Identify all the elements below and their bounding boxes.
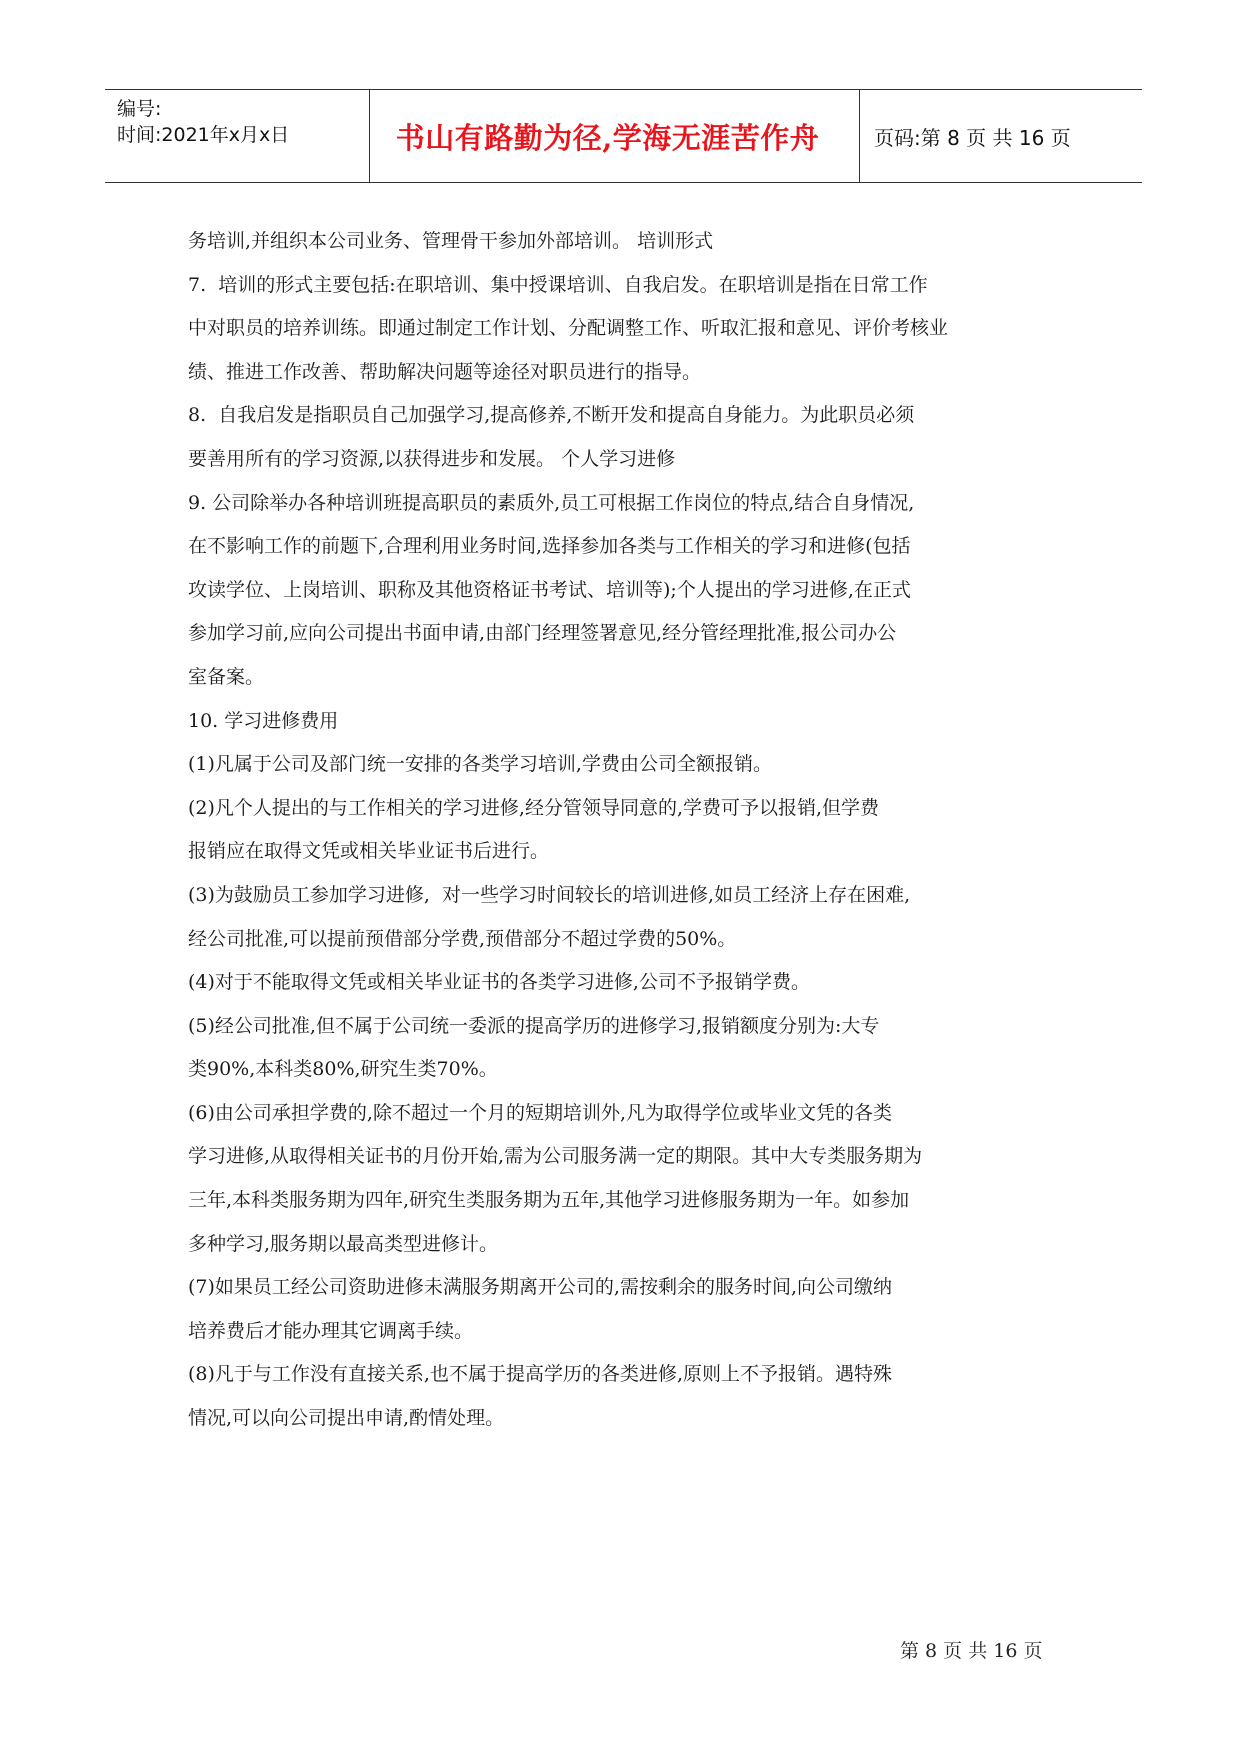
body-line: 报销应在取得文凭或相关毕业证书后进行。 <box>188 840 550 863</box>
body-line: (6)由公司承担学费的,除不超过一个月的短期培训外,凡为取得学位或毕业文凭的各类 <box>188 1101 892 1124</box>
body-line: (3)为鼓励员工参加学习进修, 对一些学习时间较长的培训进修,如员工经济上存在困难, <box>188 883 911 906</box>
page-header <box>105 89 1142 183</box>
body-line: 中对职员的培养训练。即通过制定工作计划、分配调整工作、听取汇报和意见、评价考核业 <box>188 317 949 340</box>
body-line: 培养费后才能办理其它调离手续。 <box>188 1319 474 1342</box>
document-number-label: 编号: <box>117 98 162 120</box>
body-line: 三年,本科类服务期为四年,研究生类服务期为五年,其他学习进修服务期为一年。如参加 <box>188 1189 910 1212</box>
body-line: 8. 自我启发是指职员自己加强学习,提高修养,不断开发和提高自身能力。为此职员必须 <box>188 404 915 427</box>
body-line: 务培训,并组织本公司业务、管理骨干参加外部培训。 培训形式 <box>188 230 714 252</box>
body-line: 在不影响工作的前题下,合理利用业务时间,选择参加各类与工作相关的学习和进修(包括 <box>188 535 911 558</box>
body-line: 学习进修,从取得相关证书的月份开始,需为公司服务满一定的期限。其中大专类服务期为 <box>188 1145 923 1168</box>
body-line: 参加学习前,应向公司提出书面申请,由部门经理签署意见,经分管经理批准,报公司办公 <box>188 622 897 645</box>
body-line: (2)凡个人提出的与工作相关的学习进修,经分管领导同意的,学费可予以报销,但学费 <box>188 796 880 819</box>
header-page-code-cell <box>860 90 1142 182</box>
body-line: (7)如果员工经公司资助进修未满服务期离开公司的,需按剩余的服务时间,向公司缴纳 <box>188 1276 892 1299</box>
body-line: 多种学习,服务期以最高类型进修计。 <box>188 1232 499 1255</box>
body-line: 7. 培训的形式主要包括:在职培训、集中授课培训、自我启发。在职培训是指在日常工作 <box>188 273 928 296</box>
footer-page-number: 第 8 页 共 16 页 <box>900 1640 1043 1662</box>
header-motto: 书山有路勤为径,学海无涯苦作舟 <box>395 120 820 155</box>
body-line: 情况,可以向公司提出申请,酌情处理。 <box>188 1407 505 1430</box>
body-line: (8)凡于与工作没有直接关系,也不属于提高学历的各类进修,原则上不予报销。遇特殊 <box>188 1363 892 1386</box>
body-line: 类90%,本科类80%,研究生类70%。 <box>188 1058 498 1081</box>
body-line: (5)经公司批准,但不属于公司统一委派的提高学历的进修学习,报销额度分别为:大专 <box>188 1014 880 1037</box>
body-line: 10. 学习进修费用 <box>188 709 339 732</box>
body-line: 攻读学位、上岗培训、职称及其他资格证书考试、培训等);个人提出的学习进修,在正式 <box>188 578 911 601</box>
body-line: 要善用所有的学习资源,以获得进步和发展。 个人学习进修 <box>188 447 676 470</box>
document-body <box>188 220 1068 1441</box>
document-time-label: 时间:2021年x月x日 <box>117 124 290 146</box>
body-line: 9. 公司除举办各种培训班提高职员的素质外,员工可根据工作岗位的特点,结合自身情况, <box>188 491 915 514</box>
body-line: (4)对于不能取得文凭或相关毕业证书的各类学习进修,公司不予报销学费。 <box>188 971 810 994</box>
body-line: (1)凡属于公司及部门统一安排的各类学习培训,学费由公司全额报销。 <box>188 753 772 776</box>
header-motto-cell <box>370 90 860 182</box>
header-page-code: 页码:第 8 页 共 16 页 <box>874 125 1071 150</box>
body-line: 室备案。 <box>188 665 265 688</box>
header-meta-cell <box>105 90 370 182</box>
body-line: 经公司批准,可以提前预借部分学费,预借部分不超过学费的50%。 <box>188 927 737 950</box>
body-line: 绩、推进工作改善、帮助解决问题等途径对职员进行的指导。 <box>188 360 702 383</box>
